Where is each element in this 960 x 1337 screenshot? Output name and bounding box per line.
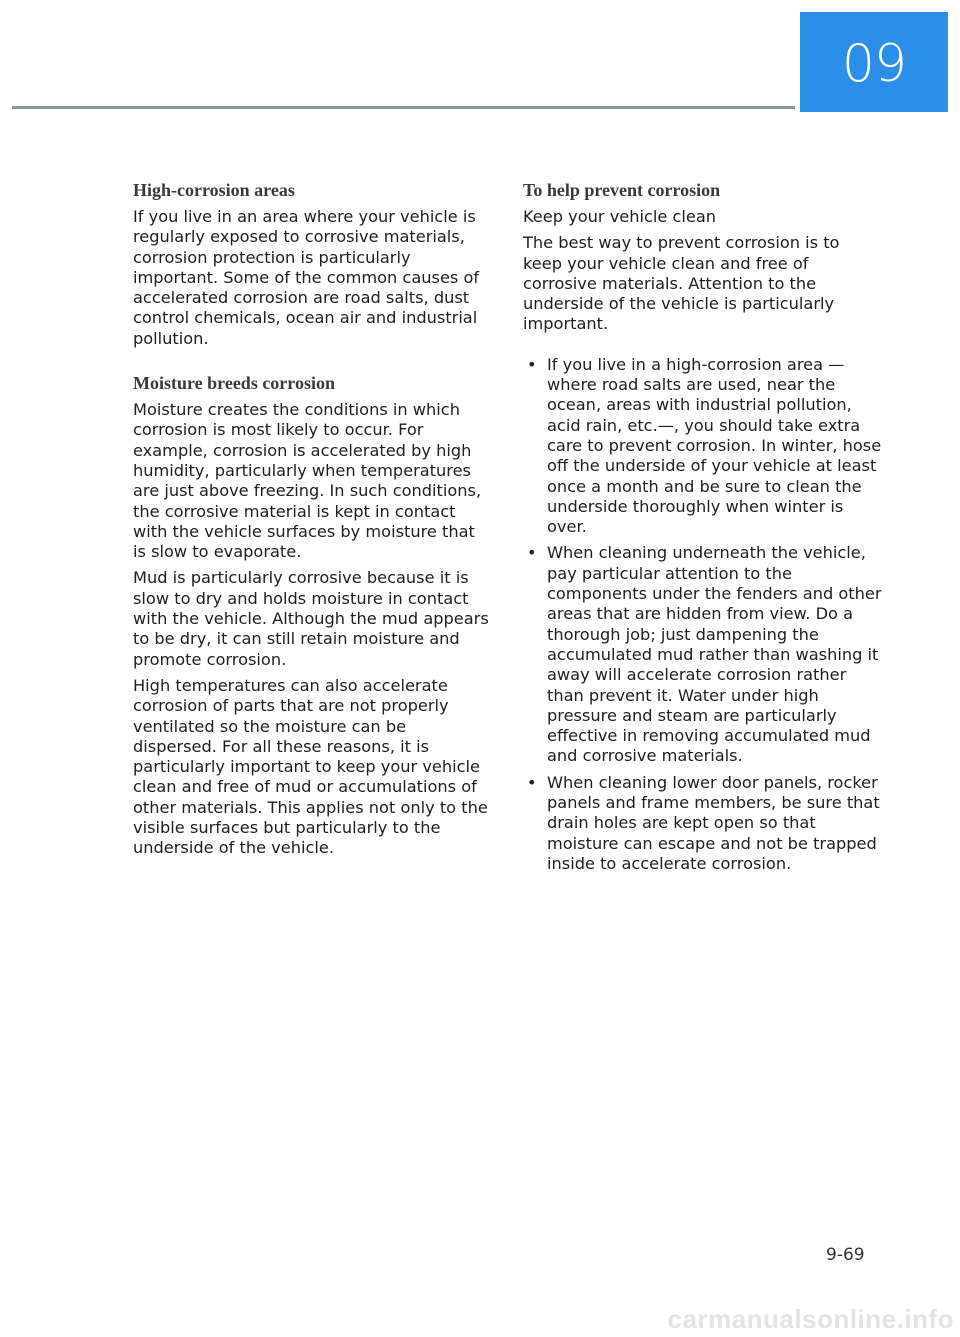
list-item-text: When cleaning underneath the vehicle, pay particular attention to the components under the fenders and other areas that are hidden from view. Do a thorough job; just dampening the accumulated mud rather than washing it away will accelerate corrosion rather than prevent it. Water under high pressure and steam are particularly effective in removing accumulated mud and corrosive materials. [547, 543, 882, 766]
left-column [133, 180, 491, 865]
list-item [523, 773, 883, 874]
list-item [523, 355, 883, 538]
header-rule [12, 106, 795, 109]
paragraph: Moisture creates the conditions in which corrosion is most likely to occur. For example, corrosion is accelerated by high humidity, particularly when temperatures are just above freezing. In such conditions, the corrosive material is kept in contact with the vehicle surfaces by moisture that is slow to evaporate. [133, 400, 482, 562]
chapter-tab: 09 [800, 12, 948, 112]
paragraph: Mud is particularly corrosive because it is slow to dry and holds moisture in contact with the vehicle. Although the mud appears to be dry, it can still retain moisture and promote corrosion. [133, 568, 489, 669]
bullet-icon: • [527, 354, 537, 374]
list-item-text: When cleaning lower door panels, rocker panels and frame members, be sure that drain holes are kept open so that moisture can escape and not be trapped inside to accelerate corrosion. [547, 772, 880, 873]
watermark: carmanualsonline.info [667, 1304, 954, 1334]
subheading: Keep your vehicle clean [523, 207, 717, 226]
right-column [523, 180, 883, 880]
bullet-icon: • [527, 543, 537, 563]
paragraph: High temperatures can also accelerate corrosion of parts that are not properly ventilated so the moisture can be dispersed. For all these reasons, it is particularly important to keep your vehicle clean and free of mud or accumulations of other materials. This applies not only to the visible surfaces but particularly to the underside of the vehicle. [133, 675, 488, 858]
section-heading: To help prevent corrosion [523, 180, 721, 200]
bullet-list [523, 355, 883, 874]
section-high-corrosion-areas [133, 180, 491, 349]
page-number: 9-69 [826, 1245, 865, 1265]
list-item [523, 543, 883, 766]
section-moisture-breeds-corrosion [133, 373, 491, 859]
intro-paragraph: The best way to prevent corrosion is to keep your vehicle clean and free of corrosive materials. Attention to the underside of the vehicle is particularly important. [523, 233, 840, 334]
paragraph: If you live in an area where your vehicle is regularly exposed to corrosive materials, corrosion protection is particularly important. Some of the common causes of accelerated corrosion are road salts, dust control chemicals, ocean air and industrial pollution. [133, 207, 480, 348]
section-heading: High-corrosion areas [133, 180, 295, 200]
section-heading: Moisture breeds corrosion [133, 373, 335, 394]
bullet-icon: • [527, 772, 537, 792]
list-item-text: If you live in a high-corrosion area — where road salts are used, near the ocean, areas with industrial pollution, acid rain, etc.—, you should take extra care to prevent corrosion. In winter, hose off the underside of your vehicle at least once a month and be sure to clean the underside thoroughly when winter is over. [547, 354, 882, 537]
